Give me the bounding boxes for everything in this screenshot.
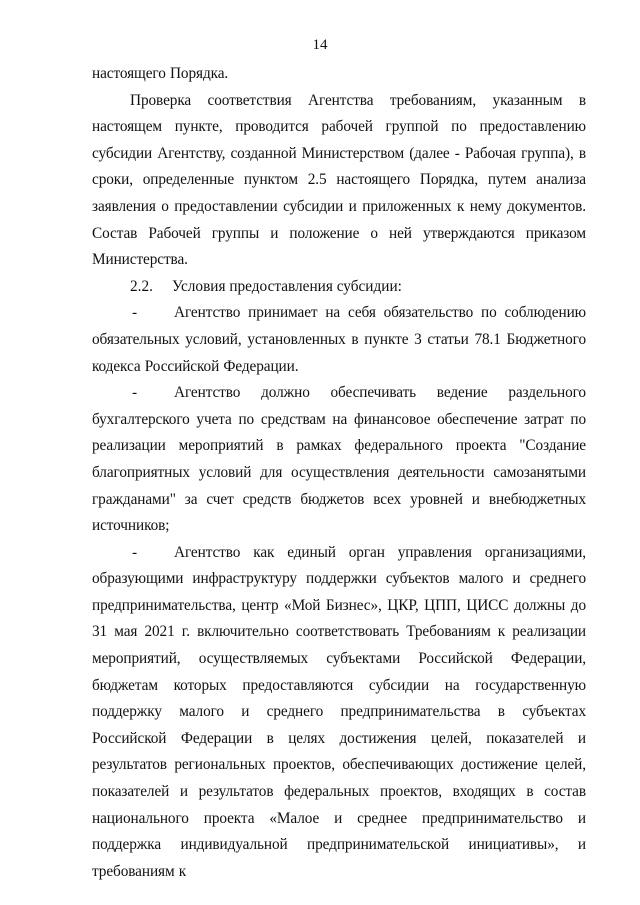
bullet-item (92, 300, 586, 380)
bullet-item (92, 540, 586, 886)
bullet-dash: - (132, 304, 137, 322)
section-number: 2.2. (130, 277, 153, 295)
bullet-text: Агентство должно обеспечивать ведение раздельного бухгалтерского учета по средствам на финансовое обеспечение затрат по реализации мероприятий в рамках федерального проекта "Создание благоприятных условий для осуществления деятельности самозанятыми гражданами" за счет средств бюджетов всех уровней и внебюджетных источников; (92, 384, 586, 535)
bullet-dash: - (132, 384, 137, 402)
page-number: 14 (312, 37, 328, 53)
document-body (92, 61, 586, 885)
bullet-text: Агентство принимает на себя обязательство по соблюдению обязательных условий, установленных в пункте 3 статьи 78.1 Бюджетного кодекса Российской Федерации. (92, 304, 586, 375)
bullet-item (92, 380, 586, 540)
paragraph-working-group: Проверка соответствия Агентства требованиям, указанным в настоящем пункте, проводится рабочей группой по предоставлению субсидии Агентству, созданной Министерством (далее - Рабочая группа), в сроки, определенные пунктом 2.5 настоящего Порядка, путем анализа заявления о предоставлении субсидии и приложенных к нему документов. Состав Рабочей группы и положение о ней утверждаются приказом Министерства. (92, 91, 586, 269)
bullet-text: Агентство как единый орган управления организациями, образующими инфраструктуру поддержки субъектов малого и среднего предпринимательства, центр «Мой Бизнес», ЦКР, ЦПП, ЦИСС должны до 31 мая 2021 г. включительно соответствовать Требованиям к реализации мероприятий, осуществляемых субъектами Российской Федерации, бюджетам которых предоставляются субсидии на государственную поддержку малого и среднего предпринимательства в субъектах Российской Федерации в целях достижения целей, показателей и результатов региональных проектов, обеспечивающих достижение целей, показателей и результатов федеральных проектов, входящих в состав национального проекта «Малое и среднее предпринимательство и поддержка индивидуальной предпринимательской инициативы», и требованиям к (92, 543, 586, 880)
section-title: Условия предоставления субсидии: (172, 277, 402, 295)
continuation-text: настоящего Порядка. (92, 65, 229, 82)
section-heading (92, 274, 586, 301)
bullet-dash: - (132, 543, 137, 561)
